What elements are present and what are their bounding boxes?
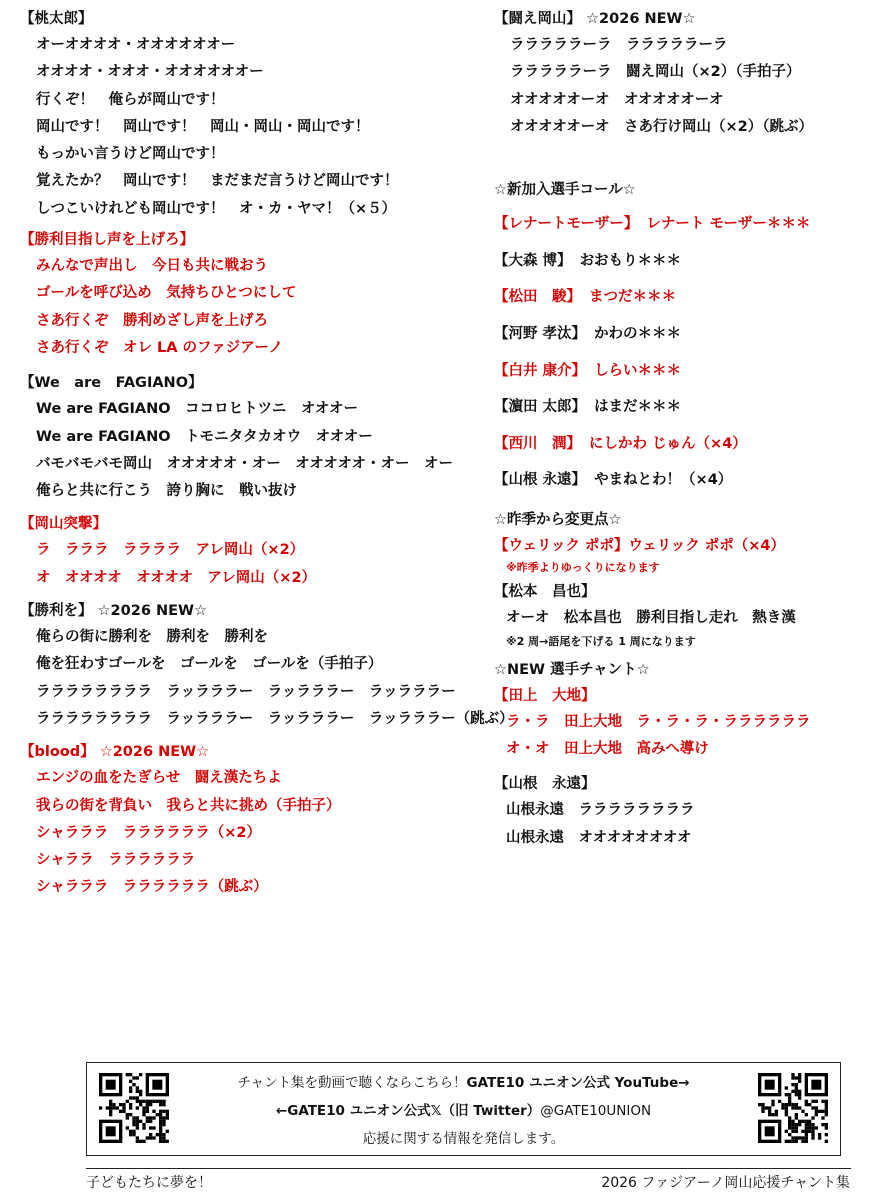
tagami-lyrics — [490, 709, 874, 764]
section-title: 【勝利目指し声を上げろ】 — [20, 232, 194, 249]
lyric-line: 我らの街を背負い 我らと共に挑め（手拍子） — [36, 797, 341, 814]
section-title: 【闘え岡山】 ☆2026 NEW☆ — [494, 11, 696, 27]
player-call-item — [494, 211, 874, 237]
player-call: おおもり＊＊＊ — [579, 252, 682, 269]
lyric-line: ラ ラララ ララララ アレ岡山（×2） — [36, 542, 305, 559]
player-call: レナート モーザー＊＊＊ — [646, 216, 811, 233]
lyric-line: オオオオオーオ さあ行け岡山（×2）（跳ぶ） — [510, 118, 813, 135]
matsumoto-line: オーオ 松本昌也 勝利目指し走れ 熱き漢 — [506, 610, 796, 627]
matsumoto-title: 【松本 昌也】 — [494, 584, 596, 601]
wellick-popo-call: 【ウェリック ポポ】ウェリック ポポ（×4） — [494, 538, 786, 555]
player-name: 【レナートモーザー】 — [494, 216, 639, 233]
section-title: 【桃太郎】 — [20, 11, 93, 27]
player-call: はまだ＊＊＊ — [594, 399, 682, 416]
player-call-item — [494, 394, 874, 420]
yamane-lyrics — [490, 797, 874, 852]
lyrics — [20, 624, 514, 733]
section-title: 【勝利を】 ☆2026 NEW☆ — [20, 603, 207, 620]
lyric-line: We are FAGIANO トモニタタカオウ オオオー — [36, 428, 373, 445]
footer-info-box — [86, 1062, 841, 1156]
section-new-player-calls — [494, 177, 874, 493]
section-title: ☆新加入選手コール☆ — [494, 182, 636, 199]
player-call-item — [494, 358, 874, 384]
lyric-line: オオオオ・オオオ・オオオオオオー — [36, 64, 264, 81]
lyric-line: オ・オ 田上大地 高みへ導け — [506, 740, 709, 757]
lyric-line: エンジの血をたぎらせ 闘え漢たちよ — [36, 770, 282, 787]
lyric-line: さあ行くぞ 勝利めざし声を上げろ — [36, 312, 268, 329]
lyric-line: 山根永遠 ララララララララ — [506, 802, 695, 819]
lyrics — [20, 537, 460, 592]
lyrics — [20, 765, 460, 901]
player-call: やまねとわ！（×4） — [594, 472, 733, 489]
player-call: かわの＊＊＊ — [594, 325, 682, 342]
player-call-item — [494, 248, 874, 274]
matsumoto-note: ※2 周→語尾を下げる 1 周になります — [506, 634, 696, 648]
footer-x-text — [87, 1099, 840, 1119]
lyric-line: みんなで声出し 今日も共に戦おう — [36, 258, 268, 275]
footer-youtube-pre: チャント集を動画で聴くならこちら！ — [237, 1075, 467, 1091]
lyric-line: シャラララ ララララララ（跳ぶ） — [36, 879, 268, 896]
footer-youtube-text — [87, 1071, 840, 1091]
section-shori-mezashi — [20, 227, 460, 362]
lyric-line: ラ・ラ 田上大地 ラ・ラ・ラ・ララララララ — [506, 713, 811, 730]
lyric-line: 俺を狂わすゴールを ゴールを ゴールを（手拍子） — [36, 656, 383, 673]
x-qr-code[interactable] — [758, 1073, 828, 1143]
player-name: 【白井 康介】 — [494, 362, 587, 379]
section-shori-wo — [20, 598, 514, 733]
section-title: 【We are FAGIANO】 — [20, 375, 203, 392]
footer-x-link[interactable]: ←GATE10 ユニオン公式𝕏（旧 Twitter） — [275, 1103, 541, 1119]
lyric-line: オオオオオーオ オオオオオーオ — [510, 91, 724, 108]
lyrics — [20, 396, 460, 505]
player-call-item — [494, 431, 874, 457]
lyric-line: ラララララーラ ラララララーラ — [510, 37, 728, 53]
wellick-note: ※昨季よりゆっくりになります — [506, 561, 660, 575]
player-call: しらい＊＊＊ — [594, 362, 682, 379]
player-call-item — [494, 467, 874, 493]
section-blood — [20, 739, 460, 901]
player-name: 【大森 博】 — [494, 252, 572, 269]
lyric-line: オ オオオオ オオオオ アレ岡山（×2） — [36, 569, 317, 586]
player-name: 【山根 永遠】 — [494, 472, 587, 489]
lyric-line: 俺らと共に行こう 誇り胸に 戦い抜け — [36, 483, 297, 500]
footer-x-handle[interactable]: @GATE10UNION — [540, 1103, 652, 1119]
lyrics — [494, 32, 874, 141]
lyrics — [20, 253, 460, 362]
player-name: 【濵田 太郎】 — [494, 399, 587, 416]
footer-divider — [86, 1168, 851, 1169]
lyric-line: もっかい言うけど岡山です！ — [36, 146, 225, 163]
footer-slogan: 子どもたちに夢を！ — [86, 1175, 212, 1191]
lyric-line: ゴールを呼び込め 気持ちひとつにして — [36, 285, 297, 302]
player-name: 【河野 孝汰】 — [494, 325, 587, 342]
section-tatakae-okayama — [494, 6, 874, 141]
section-title: 【blood】 ☆2026 NEW☆ — [20, 744, 210, 761]
footer-youtube-link[interactable]: GATE10 ユニオン公式 YouTube→ — [466, 1075, 690, 1091]
lyric-line: We are FAGIANO ココロヒトツニ オオオー — [36, 401, 358, 418]
lyric-line: オーオオオオ・オオオオオオー — [36, 37, 236, 53]
section-we-are-fagiano — [20, 370, 460, 505]
lyric-line: 覚えたか？ 岡山です！ まだまだ言うけど岡山です！ — [36, 173, 399, 190]
tagami-title: 【田上 大地】 — [494, 687, 596, 704]
player-call: まつだ＊＊＊ — [589, 289, 676, 306]
yamane-title: 【山根 永遠】 — [494, 776, 596, 793]
lyric-line: シャララ ララララララ — [36, 852, 196, 869]
lyric-line: 山根永遠 オオオオオオオオ — [506, 829, 692, 846]
footer-booklet-title: 2026 ファジアーノ岡山応援チャント集 — [601, 1175, 850, 1191]
lyric-line: シャラララ ララララララ（×2） — [36, 824, 261, 841]
section-okayama-totsugeki — [20, 511, 460, 592]
section-title: ☆NEW 選手チャント☆ — [494, 661, 650, 678]
lyric-line: 行くぞ！ 俺らが岡山です！ — [36, 91, 225, 108]
section-changes — [494, 507, 874, 650]
section-title: ☆昨季から変更点☆ — [494, 512, 622, 529]
lyric-line: 岡山です！ 岡山です！ 岡山・岡山・岡山です！ — [36, 118, 370, 135]
lyric-line: ララララララララ ラッラララー ラッラララー ラッラララー — [36, 683, 456, 700]
section-momotaro — [20, 6, 460, 223]
lyric-line: バモバモバモ岡山 オオオオオ・オー オオオオオ・オー オー — [36, 455, 454, 472]
lyric-line: ラララララーラ 闘え岡山（×2）（手拍子） — [510, 64, 801, 81]
lyric-line: ララララララララ ラッラララー ラッラララー ラッラララー（跳ぶ） — [36, 710, 514, 727]
left-column — [20, 6, 514, 902]
player-call-item — [494, 321, 874, 347]
section-title: 【岡山突撃】 — [20, 516, 107, 533]
lyrics — [20, 32, 460, 223]
player-name: 【西川 潤】 — [494, 435, 581, 452]
footer-info-text: 応援に関する情報を発信します。 — [362, 1131, 565, 1147]
player-call: にしかわ じゅん（×4） — [589, 435, 747, 452]
section-new-chant — [494, 657, 874, 852]
lyric-line: しつこいけれども岡山です！ オ・カ・ヤマ！（×５） — [36, 200, 397, 217]
player-call-item — [494, 284, 874, 310]
right-column — [494, 6, 874, 852]
lyric-line: 俺らの街に勝利を 勝利を 勝利を — [36, 629, 268, 646]
lyric-line: さあ行くぞ オレ LA のファジアーノ — [36, 339, 284, 356]
player-call-list — [494, 211, 874, 493]
player-name: 【松田 駿】 — [494, 289, 581, 306]
